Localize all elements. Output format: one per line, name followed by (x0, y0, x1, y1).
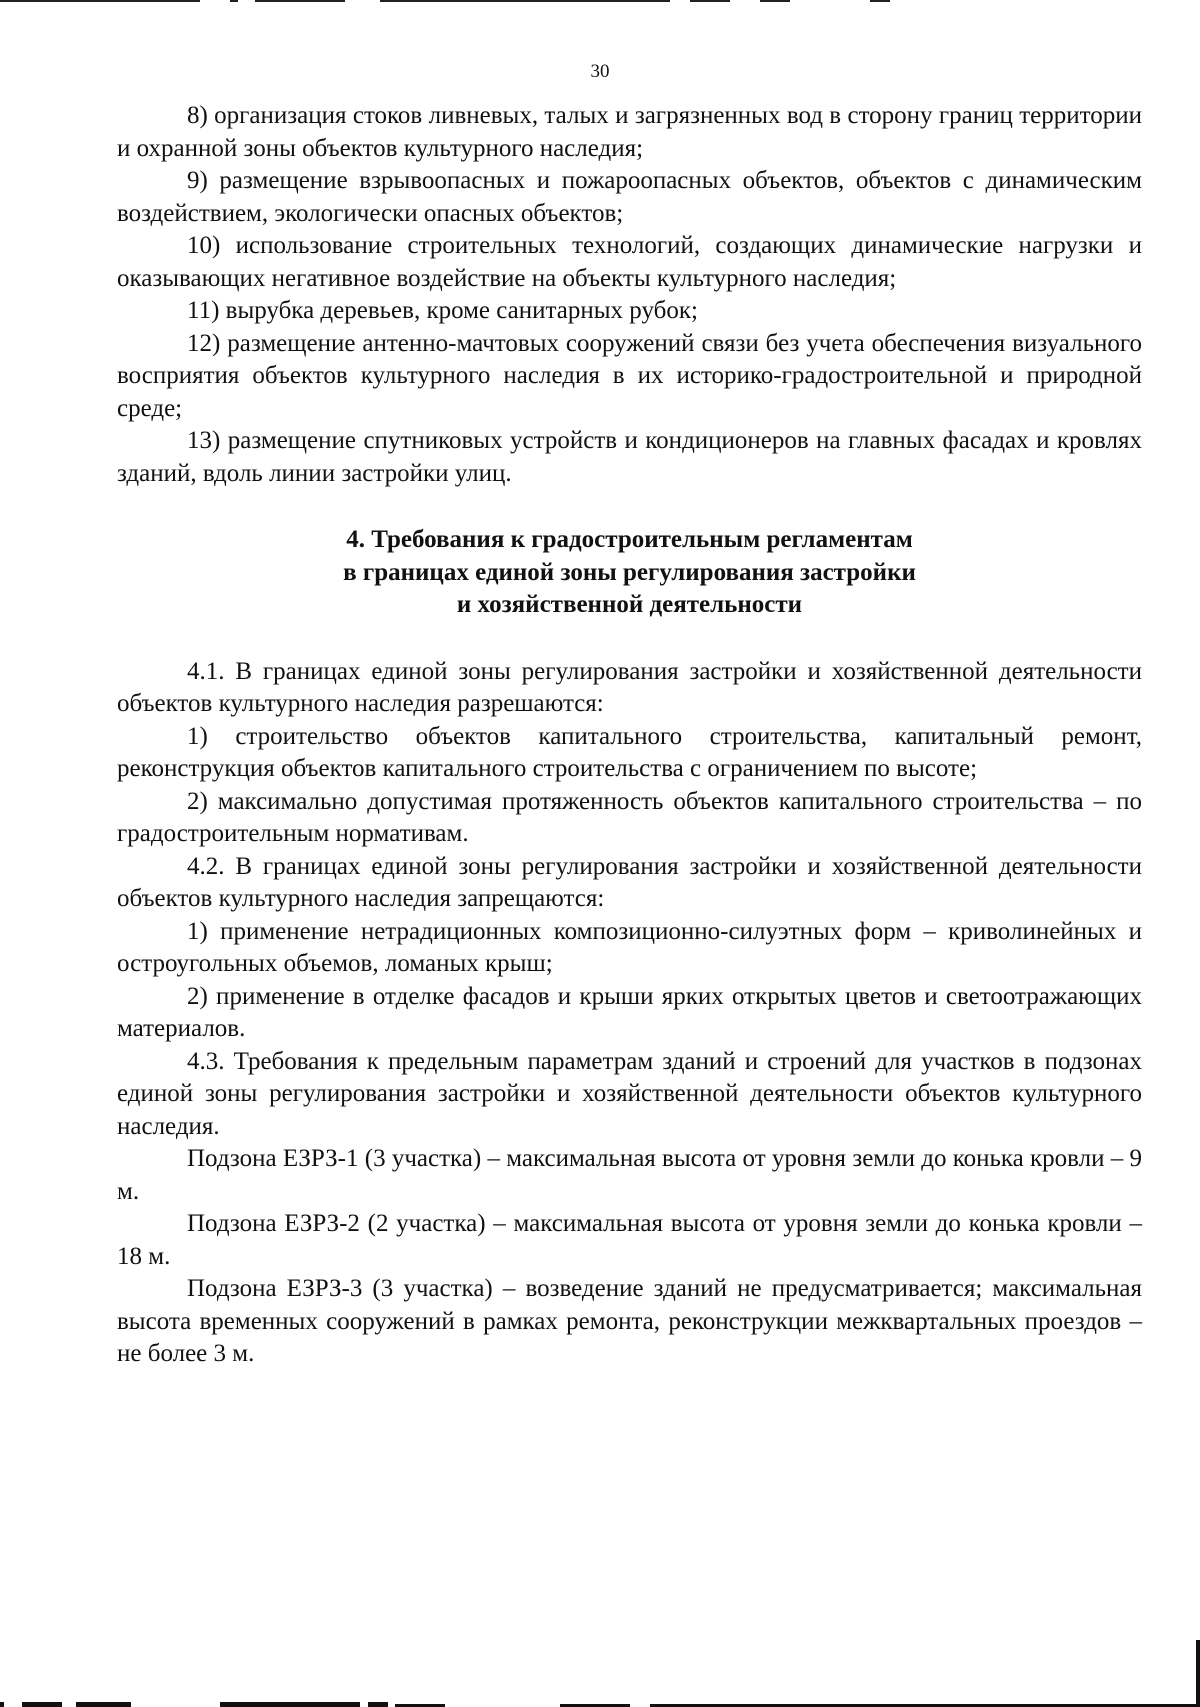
clause-4-2-item-1: 1) применение нетрадиционных композиционно-силуэтных форм – криволинейных и остроугольных объемов, ломаных крыш; (117, 917, 1142, 977)
document-body (117, 100, 1142, 1371)
scan-artifact-bottom (0, 1697, 1200, 1707)
section-heading-line-1: 4. Требования к градостроительным регламентам (346, 526, 913, 553)
section-heading-line-2: в границах единой зоны регулирования застройки (343, 558, 916, 586)
section-heading-line-3: и хозяйственной деятельности (456, 591, 803, 618)
page-number: 30 (590, 61, 610, 82)
subzone-ezrz-1: Подзона ЕЗРЗ-1 (3 участка) – максимальная высота от уровня земли до конька кровли – 9 м. (117, 1145, 1142, 1205)
list-item-12: 12) размещение антенно-мачтовых сооружений связи без учета обеспечения визуального восприятия объектов культурного наследия в их историко-градостроительной и природной среде; (117, 329, 1142, 422)
scan-artifact-right (1196, 1640, 1200, 1707)
list-item-9: 9) размещение взрывоопасных и пожароопасных объектов, объектов с динамическим воздействием, экологически опасных объектов; (117, 167, 1142, 227)
clause-4-1: 4.1. В границах единой зоны регулирования застройки и хозяйственной деятельности объектов культурного наследия разрешаются: (117, 657, 1142, 717)
clause-4-1-item-1: 1) строительство объектов капитального строительства, капитальный ремонт, реконструкция объектов капитального строительства с ограничением по высоте; (117, 722, 1142, 782)
subzone-ezrz-2: Подзона ЕЗРЗ-2 (2 участка) – максимальная высота от уровня земли до конька кровли – 18 м. (117, 1210, 1142, 1270)
subzone-ezrz-3: Подзона ЕЗРЗ-3 (3 участка) – возведение зданий не предусматривается; максимальная высота временных сооружений в рамках ремонта, реконструкции межквартальных проездов – не более 3 м. (117, 1275, 1142, 1367)
list-item-13: 13) размещение спутниковых устройств и кондиционеров на главных фасадах и кровлях зданий, вдоль линии застройки улиц. (117, 427, 1142, 487)
list-item-10: 10) использование строительных технологий, создающих динамические нагрузки и оказывающих негативное воздействие на объекты культурного наследия; (117, 232, 1142, 292)
scan-artifact-top (0, 0, 1200, 6)
clause-4-1-item-2: 2) максимально допустимая протяженность объектов капитального строительства – по градостроительным нормативам. (117, 787, 1142, 847)
section-heading (117, 524, 1142, 622)
list-item-11: 11) вырубка деревьев, кроме санитарных рубок; (187, 297, 698, 324)
clause-4-3: 4.3. Требования к предельным параметрам зданий и строений для участков в подзонах единой зоны регулирования застройки и хозяйственной деятельности объектов культурного наследия. (117, 1047, 1142, 1140)
list-item-8: 8) организация стоков ливневых, талых и загрязненных вод в сторону границ территории и охранной зоны объектов культурного наследия; (117, 102, 1142, 162)
clause-4-2: 4.2. В границах единой зоны регулирования застройки и хозяйственной деятельности объектов культурного наследия запрещаются: (117, 852, 1142, 912)
clause-4-2-item-2: 2) применение в отделке фасадов и крыши ярких открытых цветов и светоотражающих материалов. (117, 982, 1142, 1042)
